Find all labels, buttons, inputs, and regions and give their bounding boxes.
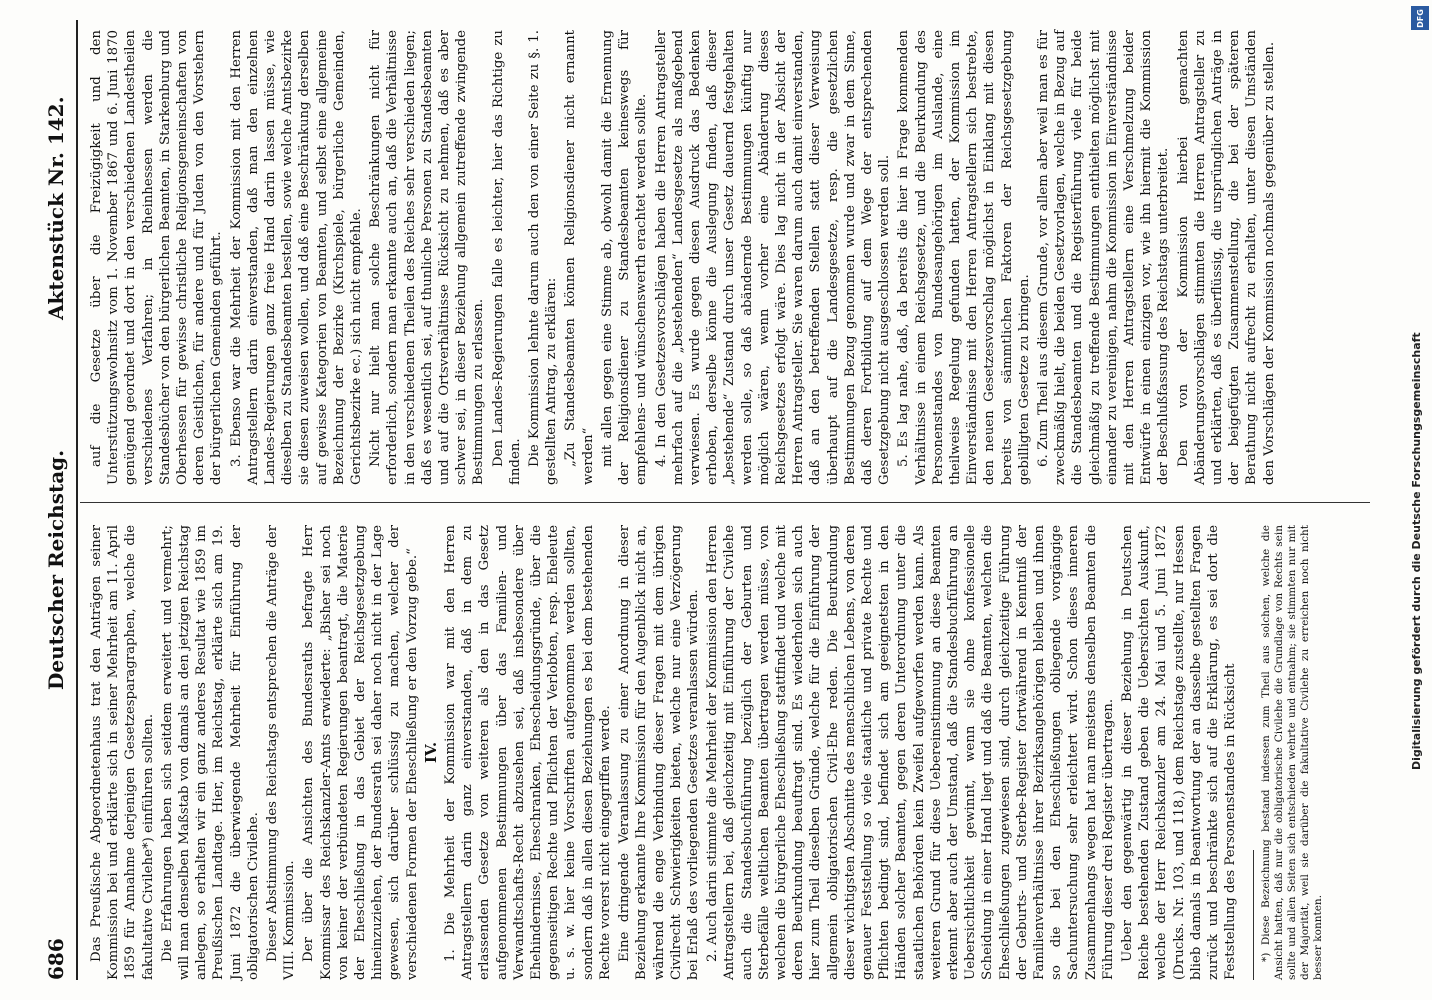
footnote: *) Diese Bezeichnung bestand indessen zum Theil aus solchen, welche die Ansicht hatten, daß nur die obligatorische Civilehe die Grundlage von Rechts sein sollte und allen Seiten sich entschieden wehrte und entnahm; sie stimmten nur mit der Majorität, weil sie darüber die fakultative Civilehe zu erreichen noch nicht besser konnten. bbox=[1260, 525, 1325, 980]
paragraph: 5. Es lag nahe, daß, da bereits die hier in Frage kommenden Verhältnisse in einem Reichsgesetze, und die Beurkundung des Personenstandes von Bundesangehörigen im Auslande, eine theilweise Regelung gefunden hatten, der Kommission im Einverständnisse mit den Herren Antragstellern sich bestrebte, den neuen Gesetzesvorschlag möglichst in Einklang mit diesen bereits von sämmtlichen Faktoren der Reichsgesetzgebung gebilligten Gesetze zu bringen. bbox=[896, 30, 1032, 485]
section-heading: IV. bbox=[421, 741, 440, 764]
paragraph: Die Kommission lehnte darum auch den von einer Seite zu §. 1. gestellten Antrag, zu erklären: bbox=[527, 30, 560, 485]
header-right-title: Aktenstück Nr. 142. bbox=[44, 96, 68, 320]
digitization-credit bbox=[1410, 30, 1430, 770]
page-number: 686 bbox=[44, 938, 68, 980]
credit-text: Digitalisierung gefördert durch die Deutsche Forschungsgemeinschaft bbox=[1410, 332, 1423, 770]
paragraph: mit allen gegen eine Stimme ab, obwohl damit die Ernennung der Religionsdiener zu Standesbeamten keineswegs für empfehlens- und wünschenswerth erachtet werden sollte. bbox=[599, 30, 650, 485]
paragraph: Nicht nur hielt man solche Beschränkungen nicht für erforderlich, sondern man erkannte auch an, daß die Verhältnisse in den verschiedenen Theilen des Reiches sehr verschieden liegen; daß es wesentlich sei, auf thunliche Personen zu Standesbeamten und auf die Ortsverhältnisse Rücksicht zu nehmen, daß es aber schwer sei, in dieser Beziehung allgemein zutreffende zwingende Bestimmungen zu erlassen. bbox=[368, 30, 487, 485]
page-header bbox=[40, 20, 74, 980]
paragraph: 4. In den Gesetzesvorschlägen haben die Herren Antragsteller mehrfach auf die „bestehenden“ Landesgesetze als maßgebend verwiesen. Es wurde gegen diesen Ausdruck das Bedenken erhoben, derselbe könne die Auslegung finden, daß dieser „bestehende“ Zustand durch unser Gesetz dauernd festgehalten werden solle, so daß abändernde Bestimmungen künftig nur möglich wären, wenn vorher eine Abänderung dieses Reichsgesetzes erfolgt wäre. Dies lag nicht in der Absicht der Herren Antragsteller. Sie waren darum auch damit einverstanden, daß an den betreffenden Stellen statt dieser Verweisung überhaupt auf die Landesgesetze, resp. die gesetzlichen Bestimmungen Bezug genommen wurde und zwar in dem Sinne, daß deren Fortbildung auf dem Wege der entsprechenden Gesetzgebung nicht ausgeschlossen werden soll. bbox=[653, 30, 893, 485]
paragraph: Die Erfahrungen haben sich seitdem erweitert und vermehrt; will man denselben Maßstab von damals an den jetzigen Reichstag anlegen, so erhalten wir ein ganz anderes Resultat wie 1859 im Preußischen Landtage. Hier, im Reichstag, erklärte sich am 19. Juni 1872 die überwiegende Mehrheit für Einführung der obligatorischen Civilehe. bbox=[159, 525, 261, 980]
paragraph: auf die Gesetze über die Freizügigkeit und den Unterstützungswohnsitz vom 1. November 1867 und 6. Juni 1870 genügend geordnet und dort in den verschiedenen Landestheilen verschiedenes Verfahren; in Rheinhessen werden die Standesbücher von den bürgerlichen Beamten, in Starkenburg und Oberhessen für gewisse christliche Religionsgemeinschaften von deren Geistlichen, für andere und für Juden von den Vorstehern der bürgerlichen Gemeinden geführt. bbox=[89, 30, 225, 485]
column-left bbox=[88, 525, 1327, 980]
quoted-motion: „Zu Standesbeamten können Religionsdiener nicht ernannt werden“ bbox=[563, 30, 596, 485]
paragraph: Das Preußische Abgeordnetenhaus trat den Anträgen seiner Kommission bei und erklärte sich in seiner Mehrheit am 11. April 1859 für Annahme derjenigen Gesetzesparagraphen, welche die fakultative Civilehe*) einführen sollten. bbox=[89, 525, 156, 980]
column-divider bbox=[80, 502, 1370, 503]
header-left-title: Deutscher Reichstag. bbox=[44, 449, 68, 690]
paragraph: 2. Auch darin stimmte die Mehrheit der Kommission den Herren Antragstellern bei, daß gleichzeitig mit Einführung der Civilehe auch die Standesbuchführung bezüglich der Geburten und Sterbefälle weltlichen Beamten übertragen werden müsse, von welchen die bürgerliche Eheschließung stattfindet und welche mit deren Beurkundung beauftragt sind. Es wiederholen sich auch hier zum Theil dieselben Gründe, welche für die Einführung der allgemein obligatorischen Civil-Ehe reden. Die Beurkundung dieser wichtigsten Abschnitte des menschlichen Lebens, von deren genauer Feststellung so viele staatliche und private Rechte und Pflichten bedingt sind, befindet sich am geeignetsten in den Händen solcher Beamten, gegen deren Unterordnung unter die staatlichen Behörden kein Zweifel aufgeworfen werden kann. Als weiteren Grund für diese Uebereinstimmung an diese Beamten erkennt aber auch der Umstand, daß die Standesbuchführung an Uebersichtlichkeit gewinnt, wenn sie ohne konfessionelle Scheidung in einer Hand liegt und daß die Beamten, welchen die Eheschließungen zugewiesen sind, durch gleichzeitige Führung der Geburts- und Sterbe-Register fortwährend in Kenntniß der Familienverhältnisse ihrer Bezirksangehörigen bleiben und ihnen so die bei den Eheschließungen obliegende vorgängige Sachuntersuchung sehr erleichtert wird. Schon dieses inneren Zusammenhangs wegen hat man meistens denselben Beamten die Führung dieser drei Register übertragen. bbox=[705, 525, 1116, 980]
column-right bbox=[88, 30, 1280, 485]
paragraph: Den Landes-Regierungen falle es leichter, hier das Richtige zu finden. bbox=[490, 30, 523, 485]
paragraph: Dieser Abstimmung des Reichstags entsprechen die Anträge der VIII. Kommission. bbox=[265, 525, 298, 980]
paragraph: 3. Ebenso war die Mehrheit der Kommission mit den Herren Antragstellern darin einverstanden, daß man den einzelnen Landes-Regierungen ganz freie Hand darin lassen müsse, wie dieselben zu Standesbeamten bestellen, sowie welche Amtsbezirke sie diesen zuweisen wollen, und daß eine Beschränkung derselben auf gewisse Kategorien von Beamten, und selbst eine allgemeine Bezeichnung der Bezirke (Kirchspiele, bürgerliche Gemeinden, Gerichtsbezirke ec.) sich nicht empfehle. bbox=[228, 30, 365, 485]
paragraph: Der über die Ansichten des Bundesraths befragte Herr Kommissar des Reichskanzler-Amts erwiederte: „Bisher sei noch von keiner der verbündeten Regierungen beantragt, die Materie der Eheschließung in das Gebiet der Reichsgesetzgebung hineinzuziehen, der Bundesrath sei daher noch nicht in der Lage gewesen, sich darüber schlüssig zu machen, welcher der verschiedenen Formen der Eheschließung er den Vorzug gebe.“ bbox=[301, 525, 420, 980]
dfg-logo: DFG bbox=[1411, 6, 1429, 30]
paragraph: Eine dringende Veranlassung zu einer Anordnung in dieser Beziehung erkannte Ihre Kommission für den Augenblick nicht an, während die enge Verbindung dieser Fragen mit dem übrigen Civilrecht Schwierigkeiten bieten, welche nur eine Verzögerung bei Erlaß des vorliegenden Gesetzes veranlassen würden. bbox=[617, 525, 701, 980]
paragraph: Ueber den gegenwärtig in dieser Beziehung in Deutschen Reiche bestehenden Zustand geben die Uebersichten Auskunft, welche der Herr Reichskanzler am 24. Mai und 5. Juni 1872 (Drucks. Nr. 103, und 118,) dem Reichstage zustellte, nur Hessen blieb damals in Beantwortung der an dasselbe gestellten Fragen zurück und beschränkte sich auf die Erklärung, es sei dort die Feststellung des Personenstandes in Rücksicht bbox=[1119, 525, 1239, 980]
footnote-rule bbox=[1253, 850, 1254, 980]
rotated-page-content bbox=[40, 20, 1370, 980]
paragraph: 6. Zum Theil aus diesem Grunde, vor allem aber weil man es für zweckmäßig hielt, die beiden Gesetzvorlagen, welche in Bezug auf die Standesbeamten und die Registerführung viele für beide gleichmäßig zu treffende Bestimmungen enthielten möglichst mit einander zu vereinigen, nahm die Kommission im Einverständnisse mit den Herren Antragstellern eine Verschmelzung beider Entwürfe in einen einzigen vor, wie ihn hiermit die Kommission der Beschlußfassung des Reichstags unterbreitet. bbox=[1035, 30, 1172, 485]
header-rule bbox=[76, 20, 78, 980]
paragraph: Den von der Kommission hierbei gemachten Abänderungsvorschlägen stimmten die Herren Antragsteller zu und erklärten, daß es überflüssig, die ursprünglichen Anträge in der beigefügten Zusammenstellung, die bei der späteren Berathung nicht aufrecht zu erhalten, unter diesen Umständen den Vorschlägen der Kommission nochmals gegenüber zu stellen. bbox=[1175, 30, 1277, 485]
paragraph: 1. Die Mehrheit der Kommission war mit den Herren Antragstellern darin ganz einverstanden, daß in dem zu erlassenden Gesetze von weiteren als den in das Gesetz aufgenommenen Bestimmungen über das Familien- und Verwandtschafts-Recht abzusehen sei, daß insbesondere über Ehehindernisse, Eheschranken, Ehescheidungsgründe, über die gegenseitigen Rechte und Pflichten der Verlobten, resp. Eheleute u. s. w. hier keine Vorschriften aufgenommen werden sollten, sondern daß in allen diesen Beziehungen es bei dem bestehenden Rechte vorerst nicht eingegriffen werde. bbox=[443, 525, 613, 980]
